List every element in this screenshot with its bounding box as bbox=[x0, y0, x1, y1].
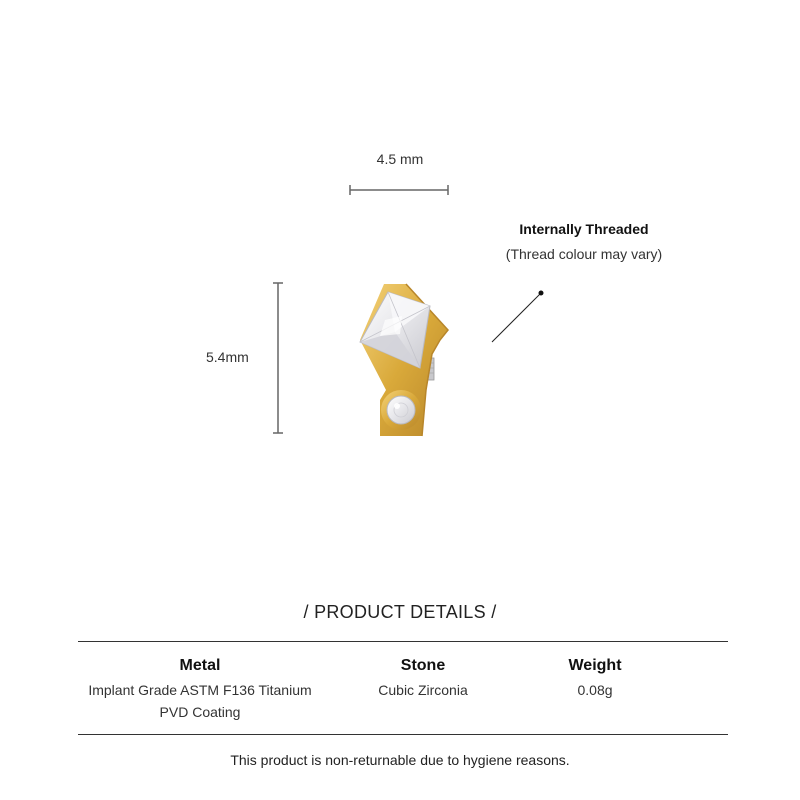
thread-pointer-line bbox=[488, 286, 548, 346]
stone-value: Cubic Zirconia bbox=[378, 682, 468, 698]
metal-value-line-2: PVD Coating bbox=[159, 704, 241, 720]
width-dimension-label: 4.5 mm bbox=[376, 151, 424, 167]
thread-callout-note: (Thread colour may vary) bbox=[505, 246, 663, 262]
thread-callout-title: Internally Threaded bbox=[519, 221, 649, 237]
hygiene-notice: This product is non-returnable due to hygiene reasons. bbox=[230, 752, 570, 768]
weight-heading: Weight bbox=[568, 657, 622, 674]
stone-heading: Stone bbox=[400, 657, 446, 674]
width-dimension-line bbox=[348, 182, 450, 198]
height-dimension-label: 5.4mm bbox=[206, 349, 249, 365]
product-details-title: / PRODUCT DETAILS / bbox=[303, 602, 497, 622]
details-bottom-rule bbox=[78, 734, 728, 735]
metal-heading: Metal bbox=[179, 657, 221, 674]
round-stone bbox=[381, 390, 421, 430]
weight-value: 0.08g bbox=[577, 682, 613, 698]
height-dimension-line bbox=[270, 281, 286, 435]
details-top-rule bbox=[78, 641, 728, 642]
metal-value-line-1: Implant Grade ASTM F136 Titanium bbox=[88, 682, 312, 698]
earring-illustration bbox=[340, 272, 460, 447]
